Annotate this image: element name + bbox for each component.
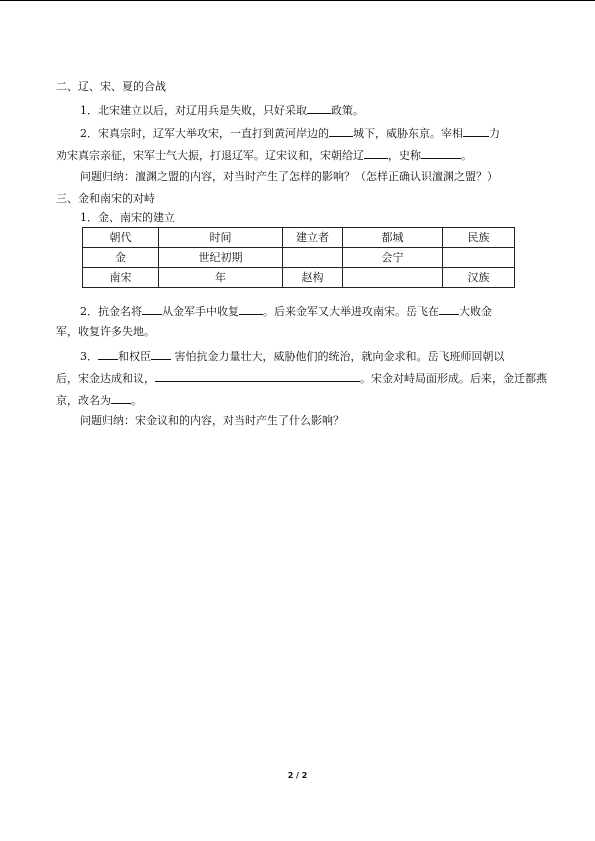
question-text: 1．北宋建立以后，对辽用兵是失败，只好采取 [80,104,307,117]
induction-chanyuan: 问题归纳：澶渊之盟的内容，对当时产生了怎样的影响？（怎样正确认识澶渊之盟？） [80,170,498,183]
table-cell: 南宋 [83,268,159,288]
question-text: 大败金 [459,305,492,318]
question-text: 。 [461,149,472,162]
page-top-border [0,0,595,1]
question-text: 后，宋金达成和议， [56,372,155,385]
question-text: 2．宋真宗时，辽军大举攻宋，一直打到黄河岸边的 [80,127,329,140]
table-cell[interactable]: 年 [159,268,283,288]
section-heading-liao-song-xia: 二、辽、宋、夏的合战 [56,80,166,93]
question-text: 从金军手中收复 [162,305,239,318]
fill-blank[interactable] [142,303,162,315]
fill-blank[interactable] [364,147,388,159]
fill-blank[interactable] [239,303,263,315]
table-header-cell: 民族 [443,228,515,248]
question-text: 3． [80,350,98,363]
fill-blank[interactable] [421,147,461,159]
question-text: 害怕抗金力量壮大，威胁他们的统治，就向金求和。岳飞班师回朝以 [171,350,505,363]
question-2-2-line1 [80,125,500,141]
question-text: 政策。 [331,104,364,117]
question-3-2-line2: 军，收复许多失地。 [56,325,155,338]
question-text: 京，改名为 [56,394,111,407]
question-3-3-line3 [56,392,142,408]
table-cell: 会宁 [343,248,443,268]
question-text: 2．抗金名将 [80,305,142,318]
question-text: 力 [489,127,500,140]
section-heading-jin-southern-song: 三、金和南宋的对峙 [56,192,155,205]
fill-blank[interactable] [463,125,489,137]
fill-blank[interactable] [98,348,118,360]
subheading-establishment: 1．金、南宋的建立 [80,211,175,224]
fill-blank[interactable] [151,348,171,360]
table-header-row [83,228,515,248]
table-cell[interactable] [343,268,443,288]
table-cell[interactable] [443,248,515,268]
question-2-1 [80,102,364,118]
fill-blank[interactable] [155,370,360,382]
question-text: 。宋金对峙局面形成。后来，金迁都燕 [360,372,547,385]
table-cell[interactable]: 世纪初期 [159,248,283,268]
question-text: ，史称 [388,149,421,162]
question-3-2-line1 [80,303,492,319]
table-header-cell: 都城 [343,228,443,248]
table-cell: 金 [83,248,159,268]
question-text: 。 [131,394,142,407]
dynasty-table [82,227,515,288]
fill-blank[interactable] [329,125,353,137]
fill-blank[interactable] [439,303,459,315]
table-header-cell: 朝代 [83,228,159,248]
table-row [83,248,515,268]
fill-blank[interactable] [307,102,331,114]
table-cell[interactable] [283,248,343,268]
table-header-cell: 时间 [159,228,283,248]
question-text: 城下，威胁东京。宰相 [353,127,463,140]
table-cell: 赵构 [283,268,343,288]
question-2-2-line2 [56,147,472,163]
table-header-cell: 建立者 [283,228,343,248]
question-text: 。后来金军又大举进攻南宋。岳飞在 [263,305,439,318]
question-text: 劝宋真宗亲征，宋军士气大振，打退辽军。辽宋议和，宋朝给辽 [56,149,364,162]
induction-song-jin-peace: 问题归纳：宋金议和的内容，对当时产生了什么影响？ [80,414,344,427]
question-3-3-line2 [56,370,547,386]
question-text: 和权臣 [118,350,151,363]
fill-blank[interactable] [111,392,131,404]
page-number: 2 / 2 [287,771,308,780]
table-cell: 汉族 [443,268,515,288]
table-row [83,268,515,288]
question-3-3-line1 [80,348,505,364]
